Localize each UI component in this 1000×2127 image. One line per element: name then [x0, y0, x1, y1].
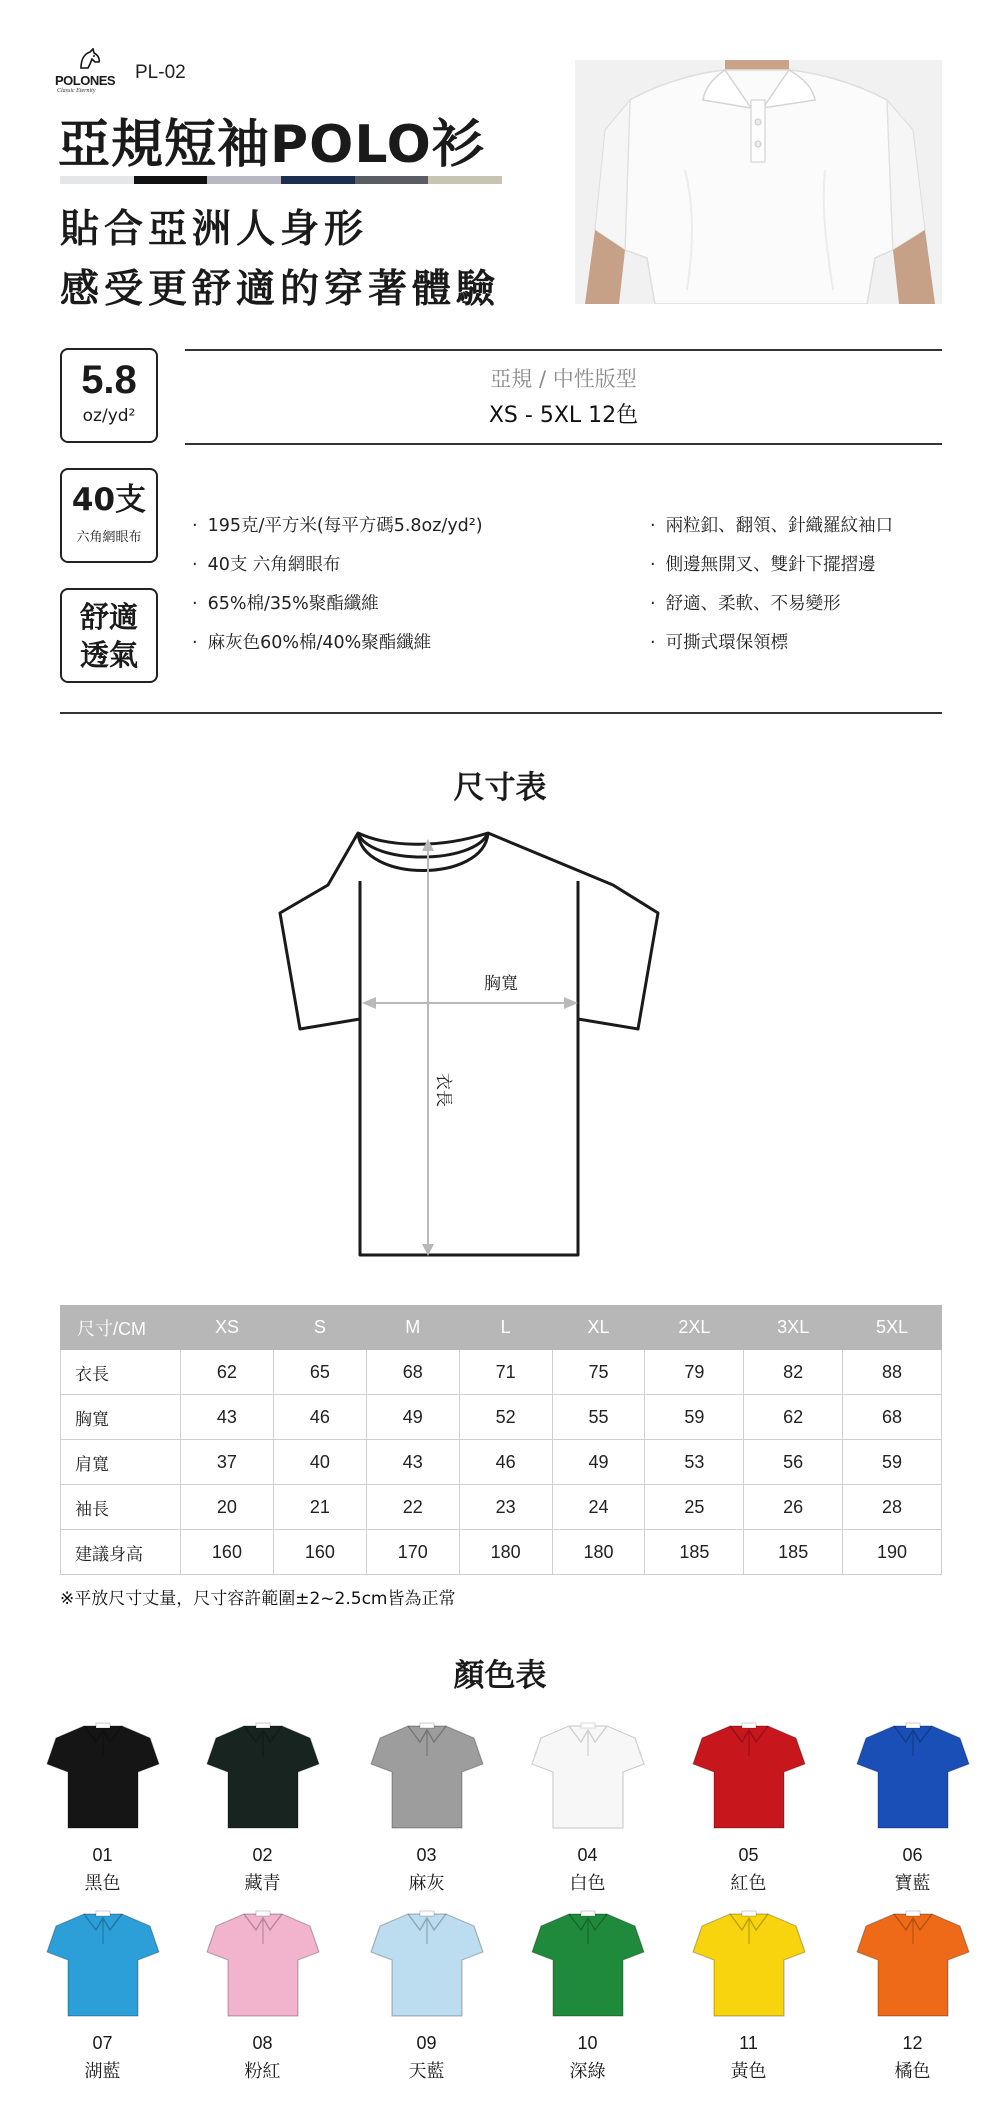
table-cell: 170 — [366, 1530, 459, 1575]
color-number: 09 — [416, 2033, 437, 2053]
table-cell: 75 — [552, 1350, 645, 1395]
feature-right: · 側邊無開叉、雙針下擺摺邊 — [650, 551, 876, 576]
size-header: M — [366, 1306, 459, 1350]
yarn-badge — [60, 468, 158, 563]
polo-shirt-icon — [44, 1720, 162, 1832]
polo-shirt-icon — [529, 1720, 647, 1832]
polo-shirt-icon — [368, 1908, 486, 2020]
color-number: 05 — [738, 1845, 759, 1865]
table-cell: 53 — [645, 1440, 744, 1485]
feature-left: · 195克/平方米(每平方碼5.8oz/yd²) — [192, 512, 483, 537]
table-cell: 28 — [843, 1485, 942, 1530]
color-strip-segment — [281, 176, 355, 184]
table-cell: 46 — [273, 1395, 366, 1440]
polo-shirt-icon — [690, 1908, 808, 2020]
table-cell: 160 — [181, 1530, 274, 1575]
table-cell: 59 — [645, 1395, 744, 1440]
color-name: 麻灰 — [408, 1873, 445, 1894]
horse-head-icon — [75, 48, 103, 70]
polo-shirt-icon — [368, 1720, 486, 1832]
feature-left: · 65%棉/35%聚酯纖維 — [192, 590, 379, 615]
color-name: 深綠 — [569, 2061, 606, 2082]
table-cell: 82 — [744, 1350, 843, 1395]
table-cell: 88 — [843, 1350, 942, 1395]
row-label: 胸寬 — [61, 1395, 181, 1440]
brand-name: POLONES — [55, 73, 116, 88]
color-swatch[interactable] — [525, 1908, 650, 2084]
table-cell: 62 — [181, 1350, 274, 1395]
polo-shirt-icon — [529, 1908, 647, 2020]
shirt-measurement-diagram — [258, 825, 748, 1265]
table-cell: 160 — [273, 1530, 366, 1575]
color-swatch[interactable] — [364, 1720, 489, 1896]
table-row — [61, 1395, 942, 1440]
product-code: PL-02 — [135, 62, 186, 83]
table-cell: 62 — [744, 1395, 843, 1440]
row-label: 袖長 — [61, 1485, 181, 1530]
color-name: 粉紅 — [244, 2061, 281, 2082]
product-photo — [575, 60, 942, 304]
table-cell: 40 — [273, 1440, 366, 1485]
color-swatch[interactable] — [200, 1720, 325, 1896]
table-cell: 24 — [552, 1485, 645, 1530]
color-swatch[interactable] — [850, 1908, 975, 2084]
table-cell: 71 — [459, 1350, 552, 1395]
feature-right: · 可撕式環保領標 — [650, 629, 788, 654]
table-row — [61, 1485, 942, 1530]
color-name: 黃色 — [730, 2061, 767, 2082]
model-wearing-white-polo-image — [575, 60, 942, 304]
row-label: 肩寬 — [61, 1440, 181, 1485]
color-name: 寶藍 — [894, 1873, 931, 1894]
polo-shirt-icon — [204, 1908, 322, 2020]
color-number: 12 — [902, 2033, 923, 2053]
color-number: 11 — [739, 2033, 758, 2053]
color-name: 黑色 — [84, 1873, 121, 1894]
table-cell: 20 — [181, 1485, 274, 1530]
yarn-value: 40支 — [71, 482, 147, 518]
color-swatch[interactable] — [686, 1720, 811, 1896]
chest-label: 胸寬 — [484, 974, 518, 994]
size-header: S — [273, 1306, 366, 1350]
table-row — [61, 1530, 942, 1575]
fit-sizes: XS - 5XL 12色 — [488, 403, 639, 428]
table-cell: 21 — [273, 1485, 366, 1530]
row-label: 衣長 — [61, 1350, 181, 1395]
length-label: 衣長 — [433, 1073, 453, 1107]
color-number: 03 — [416, 1845, 437, 1865]
color-number: 08 — [252, 2033, 273, 2053]
color-strip — [60, 176, 502, 184]
color-swatch[interactable] — [850, 1720, 975, 1896]
table-cell: 185 — [744, 1530, 843, 1575]
color-swatch[interactable] — [40, 1908, 165, 2084]
color-number: 04 — [577, 1845, 598, 1865]
tshirt-outline-icon — [258, 825, 748, 1265]
yarn-desc: 六角網眼布 — [76, 530, 142, 545]
table-cell: 23 — [459, 1485, 552, 1530]
color-swatch[interactable] — [200, 1908, 325, 2084]
polo-shirt-icon — [204, 1720, 322, 1832]
fit-title: 亞規 / 中性版型 — [490, 367, 637, 391]
brand-logo — [55, 48, 127, 94]
brand-tagline: Classic Eternity — [57, 88, 96, 94]
table-cell: 46 — [459, 1440, 552, 1485]
table-cell: 52 — [459, 1395, 552, 1440]
table-cell: 180 — [552, 1530, 645, 1575]
color-strip-segment — [355, 176, 429, 184]
comfort-line-2: 透氣 — [79, 638, 138, 672]
color-name: 橘色 — [894, 2061, 931, 2082]
table-cell: 49 — [366, 1395, 459, 1440]
comfort-badge — [60, 588, 158, 683]
color-number: 02 — [252, 1845, 273, 1865]
table-cell: 56 — [744, 1440, 843, 1485]
product-title: 亞規短袖POLO衫 — [58, 115, 485, 175]
comfort-line-1: 舒適 — [79, 600, 138, 634]
size-table-header — [61, 1306, 942, 1350]
color-number: 07 — [92, 2033, 113, 2053]
feature-left: · 麻灰色60%棉/40%聚酯纖維 — [192, 629, 431, 654]
color-strip-segment — [134, 176, 208, 184]
table-row — [61, 1350, 942, 1395]
feature-left: · 40支 六角網眼布 — [192, 551, 340, 576]
table-cell: 180 — [459, 1530, 552, 1575]
table-cell: 37 — [181, 1440, 274, 1485]
table-cell: 22 — [366, 1485, 459, 1530]
color-swatch[interactable] — [40, 1720, 165, 1896]
table-cell: 59 — [843, 1440, 942, 1485]
polo-shirt-icon — [690, 1720, 808, 1832]
polo-shirt-icon — [854, 1908, 972, 2020]
table-cell: 55 — [552, 1395, 645, 1440]
color-swatch[interactable] — [364, 1908, 489, 2084]
size-header: XL — [552, 1306, 645, 1350]
color-chart-title: 顏色表 — [453, 1658, 547, 1694]
size-header: 2XL — [645, 1306, 744, 1350]
color-name: 藏青 — [244, 1873, 281, 1894]
size-header-label: 尺寸/CM — [61, 1306, 181, 1350]
row-label: 建議身高 — [61, 1530, 181, 1575]
color-name: 天藍 — [408, 2061, 445, 2082]
table-cell: 190 — [843, 1530, 942, 1575]
table-row — [61, 1440, 942, 1485]
divider — [185, 443, 942, 445]
color-name: 白色 — [569, 1873, 606, 1894]
color-swatch[interactable] — [525, 1720, 650, 1896]
divider — [185, 349, 942, 351]
color-strip-segment — [207, 176, 281, 184]
weight-unit: oz/yd² — [82, 406, 136, 426]
table-cell: 65 — [273, 1350, 366, 1395]
table-cell: 26 — [744, 1485, 843, 1530]
size-header: 5XL — [843, 1306, 942, 1350]
color-strip-segment — [60, 176, 134, 184]
table-cell: 68 — [843, 1395, 942, 1440]
feature-right: · 舒適、柔軟、不易變形 — [650, 590, 841, 615]
size-table — [60, 1305, 942, 1575]
polo-shirt-icon — [854, 1720, 972, 1832]
color-number: 01 — [92, 1845, 113, 1865]
divider — [60, 712, 942, 714]
size-header: XS — [181, 1306, 274, 1350]
table-cell: 43 — [366, 1440, 459, 1485]
color-number: 06 — [902, 1845, 923, 1865]
color-swatch[interactable] — [686, 1908, 811, 2084]
table-cell: 43 — [181, 1395, 274, 1440]
color-strip-segment — [428, 176, 502, 184]
table-cell: 79 — [645, 1350, 744, 1395]
color-name: 紅色 — [730, 1873, 767, 1894]
polo-shirt-icon — [44, 1908, 162, 2020]
color-number: 10 — [577, 2033, 598, 2053]
table-cell: 68 — [366, 1350, 459, 1395]
slogan-line-1: 貼合亞洲人身形 — [60, 207, 369, 252]
size-chart-title: 尺寸表 — [453, 770, 547, 806]
weight-badge — [60, 348, 158, 443]
table-cell: 185 — [645, 1530, 744, 1575]
table-cell: 49 — [552, 1440, 645, 1485]
size-note: ※平放尺寸丈量，尺寸容許範圍±2~2.5cm皆為正常 — [60, 1589, 456, 1609]
weight-value: 5.8 — [81, 358, 137, 402]
size-header: 3XL — [744, 1306, 843, 1350]
slogan-line-2: 感受更舒適的穿著體驗 — [60, 267, 501, 312]
table-cell: 25 — [645, 1485, 744, 1530]
feature-right: · 兩粒釦、翻領、針織羅紋袖口 — [650, 512, 893, 537]
color-name: 湖藍 — [84, 2061, 121, 2082]
size-header: L — [459, 1306, 552, 1350]
